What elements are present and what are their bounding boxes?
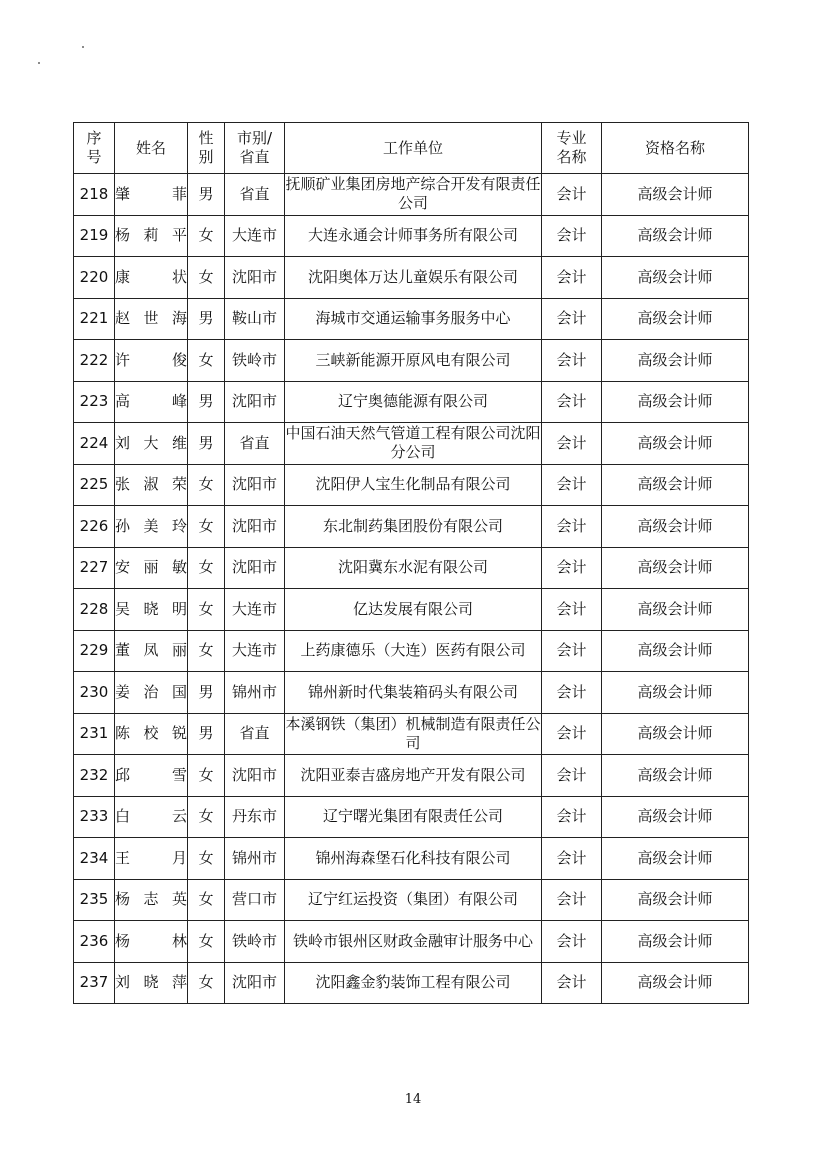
cell-name: 刘晓萍 xyxy=(115,962,188,1004)
cell-city: 沈阳市 xyxy=(225,464,285,506)
cell-seq: 228 xyxy=(74,589,115,631)
cell-name: 高峰 xyxy=(115,381,188,423)
cell-city: 鞍山市 xyxy=(225,298,285,340)
cell-city: 铁岭市 xyxy=(225,340,285,382)
cell-unit: 沈阳冀东水泥有限公司 xyxy=(285,547,542,589)
cell-city: 沈阳市 xyxy=(225,381,285,423)
cell-city: 大连市 xyxy=(225,589,285,631)
page-number: 14 xyxy=(404,1092,422,1107)
table-row xyxy=(74,257,749,299)
header-name: 姓名 xyxy=(115,123,188,174)
cell-qualification: 高级会计师 xyxy=(602,257,749,299)
cell-unit: 沈阳鑫金豹装饰工程有限公司 xyxy=(285,962,542,1004)
table-row xyxy=(74,589,749,631)
cell-seq: 234 xyxy=(74,838,115,880)
cell-gender: 女 xyxy=(188,340,225,382)
cell-gender: 男 xyxy=(188,298,225,340)
cell-gender: 女 xyxy=(188,838,225,880)
cell-qualification: 高级会计师 xyxy=(602,672,749,714)
cell-seq: 231 xyxy=(74,713,115,755)
cell-gender: 男 xyxy=(188,174,225,216)
cell-name: 陈校锐 xyxy=(115,713,188,755)
cell-major: 会计 xyxy=(542,381,602,423)
cell-seq: 227 xyxy=(74,547,115,589)
cell-city: 沈阳市 xyxy=(225,755,285,797)
cell-name: 邱雪 xyxy=(115,755,188,797)
cell-qualification: 高级会计师 xyxy=(602,381,749,423)
cell-major: 会计 xyxy=(542,838,602,880)
cell-name: 姜治国 xyxy=(115,672,188,714)
cell-gender: 女 xyxy=(188,506,225,548)
table-row xyxy=(74,630,749,672)
table-row xyxy=(74,340,749,382)
cell-city: 大连市 xyxy=(225,630,285,672)
cell-seq: 232 xyxy=(74,755,115,797)
cell-qualification: 高级会计师 xyxy=(602,464,749,506)
cell-name: 许俊 xyxy=(115,340,188,382)
cell-city: 铁岭市 xyxy=(225,921,285,963)
cell-gender: 女 xyxy=(188,547,225,589)
cell-city: 丹东市 xyxy=(225,796,285,838)
cell-qualification: 高级会计师 xyxy=(602,589,749,631)
cell-city: 省直 xyxy=(225,423,285,465)
cell-seq: 226 xyxy=(74,506,115,548)
cell-gender: 女 xyxy=(188,215,225,257)
cell-gender: 女 xyxy=(188,879,225,921)
cell-seq: 233 xyxy=(74,796,115,838)
header-unit: 工作单位 xyxy=(285,123,542,174)
cell-name: 赵世海 xyxy=(115,298,188,340)
cell-major: 会计 xyxy=(542,547,602,589)
table-row xyxy=(74,962,749,1004)
table-row xyxy=(74,381,749,423)
cell-qualification: 高级会计师 xyxy=(602,340,749,382)
cell-name: 刘大维 xyxy=(115,423,188,465)
table-row xyxy=(74,215,749,257)
cell-name: 董凤丽 xyxy=(115,630,188,672)
cell-major: 会计 xyxy=(542,879,602,921)
cell-city: 锦州市 xyxy=(225,838,285,880)
cell-qualification: 高级会计师 xyxy=(602,215,749,257)
table-row xyxy=(74,506,749,548)
header-city: 市别/ 省直 xyxy=(225,123,285,174)
cell-city: 沈阳市 xyxy=(225,506,285,548)
cell-major: 会计 xyxy=(542,796,602,838)
cell-unit: 铁岭市银州区财政金融审计服务中心 xyxy=(285,921,542,963)
cell-gender: 女 xyxy=(188,464,225,506)
cell-unit: 沈阳伊人宝生化制品有限公司 xyxy=(285,464,542,506)
cell-name: 肇菲 xyxy=(115,174,188,216)
cell-unit: 三峡新能源开原风电有限公司 xyxy=(285,340,542,382)
cell-gender: 男 xyxy=(188,423,225,465)
cell-seq: 237 xyxy=(74,962,115,1004)
cell-city: 沈阳市 xyxy=(225,962,285,1004)
cell-gender: 男 xyxy=(188,381,225,423)
table-row xyxy=(74,298,749,340)
cell-seq: 221 xyxy=(74,298,115,340)
cell-qualification: 高级会计师 xyxy=(602,630,749,672)
table-row xyxy=(74,174,749,216)
cell-seq: 224 xyxy=(74,423,115,465)
cell-unit: 沈阳奥体万达儿童娱乐有限公司 xyxy=(285,257,542,299)
cell-gender: 女 xyxy=(188,962,225,1004)
table-row xyxy=(74,921,749,963)
cell-unit: 海城市交通运输事务服务中心 xyxy=(285,298,542,340)
cell-gender: 女 xyxy=(188,257,225,299)
cell-qualification: 高级会计师 xyxy=(602,713,749,755)
cell-unit: 大连永通会计师事务所有限公司 xyxy=(285,215,542,257)
table-row xyxy=(74,838,749,880)
cell-unit: 辽宁红运投资（集团）有限公司 xyxy=(285,879,542,921)
cell-name: 杨林 xyxy=(115,921,188,963)
table-row xyxy=(74,547,749,589)
cell-unit: 沈阳亚泰吉盛房地产开发有限公司 xyxy=(285,755,542,797)
cell-name: 康状 xyxy=(115,257,188,299)
header-gender: 性 别 xyxy=(188,123,225,174)
cell-seq: 225 xyxy=(74,464,115,506)
cell-major: 会计 xyxy=(542,423,602,465)
cell-major: 会计 xyxy=(542,921,602,963)
cell-name: 吴晓明 xyxy=(115,589,188,631)
cell-gender: 女 xyxy=(188,755,225,797)
scan-speck xyxy=(38,62,40,64)
cell-qualification: 高级会计师 xyxy=(602,838,749,880)
cell-major: 会计 xyxy=(542,464,602,506)
table-row xyxy=(74,755,749,797)
cell-unit: 辽宁奥德能源有限公司 xyxy=(285,381,542,423)
cell-name: 孙美玲 xyxy=(115,506,188,548)
cell-major: 会计 xyxy=(542,672,602,714)
scan-speck xyxy=(82,46,84,48)
table-row xyxy=(74,713,749,755)
table-row xyxy=(74,672,749,714)
cell-city: 锦州市 xyxy=(225,672,285,714)
cell-name: 王月 xyxy=(115,838,188,880)
cell-name: 安丽敏 xyxy=(115,547,188,589)
cell-seq: 218 xyxy=(74,174,115,216)
cell-qualification: 高级会计师 xyxy=(602,921,749,963)
cell-qualification: 高级会计师 xyxy=(602,755,749,797)
cell-qualification: 高级会计师 xyxy=(602,879,749,921)
cell-unit: 辽宁曙光集团有限责任公司 xyxy=(285,796,542,838)
cell-seq: 220 xyxy=(74,257,115,299)
cell-city: 沈阳市 xyxy=(225,257,285,299)
cell-city: 大连市 xyxy=(225,215,285,257)
cell-major: 会计 xyxy=(542,298,602,340)
cell-major: 会计 xyxy=(542,215,602,257)
cell-major: 会计 xyxy=(542,755,602,797)
header-seq: 序 号 xyxy=(74,123,115,174)
cell-unit: 抚顺矿业集团房地产综合开发有限责任公司 xyxy=(285,174,542,216)
roster-table xyxy=(73,122,749,1004)
cell-unit: 亿达发展有限公司 xyxy=(285,589,542,631)
cell-seq: 222 xyxy=(74,340,115,382)
table-row xyxy=(74,796,749,838)
cell-seq: 235 xyxy=(74,879,115,921)
table-row xyxy=(74,879,749,921)
cell-major: 会计 xyxy=(542,340,602,382)
cell-unit: 本溪钢铁（集团）机械制造有限责任公司 xyxy=(285,713,542,755)
cell-seq: 219 xyxy=(74,215,115,257)
cell-city: 营口市 xyxy=(225,879,285,921)
cell-qualification: 高级会计师 xyxy=(602,506,749,548)
cell-unit: 上药康德乐（大连）医药有限公司 xyxy=(285,630,542,672)
cell-gender: 女 xyxy=(188,630,225,672)
table-row xyxy=(74,423,749,465)
cell-qualification: 高级会计师 xyxy=(602,796,749,838)
cell-qualification: 高级会计师 xyxy=(602,423,749,465)
cell-qualification: 高级会计师 xyxy=(602,174,749,216)
cell-major: 会计 xyxy=(542,257,602,299)
cell-name: 杨莉平 xyxy=(115,215,188,257)
cell-seq: 236 xyxy=(74,921,115,963)
cell-seq: 223 xyxy=(74,381,115,423)
table-body xyxy=(74,174,749,1004)
cell-unit: 东北制药集团股份有限公司 xyxy=(285,506,542,548)
cell-gender: 女 xyxy=(188,589,225,631)
cell-name: 白云 xyxy=(115,796,188,838)
cell-gender: 男 xyxy=(188,672,225,714)
header-qualification: 资格名称 xyxy=(602,123,749,174)
cell-major: 会计 xyxy=(542,630,602,672)
cell-name: 杨志英 xyxy=(115,879,188,921)
cell-unit: 锦州新时代集装箱码头有限公司 xyxy=(285,672,542,714)
cell-qualification: 高级会计师 xyxy=(602,962,749,1004)
cell-gender: 男 xyxy=(188,713,225,755)
cell-seq: 229 xyxy=(74,630,115,672)
table-header-row xyxy=(74,123,749,174)
cell-qualification: 高级会计师 xyxy=(602,547,749,589)
cell-major: 会计 xyxy=(542,506,602,548)
cell-city: 沈阳市 xyxy=(225,547,285,589)
cell-name: 张淑荣 xyxy=(115,464,188,506)
cell-major: 会计 xyxy=(542,174,602,216)
cell-major: 会计 xyxy=(542,962,602,1004)
cell-seq: 230 xyxy=(74,672,115,714)
cell-gender: 女 xyxy=(188,796,225,838)
cell-gender: 女 xyxy=(188,921,225,963)
cell-major: 会计 xyxy=(542,589,602,631)
cell-city: 省直 xyxy=(225,174,285,216)
cell-qualification: 高级会计师 xyxy=(602,298,749,340)
cell-unit: 中国石油天然气管道工程有限公司沈阳分公司 xyxy=(285,423,542,465)
table-row xyxy=(74,464,749,506)
cell-major: 会计 xyxy=(542,713,602,755)
cell-city: 省直 xyxy=(225,713,285,755)
cell-unit: 锦州海森堡石化科技有限公司 xyxy=(285,838,542,880)
header-major: 专业 名称 xyxy=(542,123,602,174)
